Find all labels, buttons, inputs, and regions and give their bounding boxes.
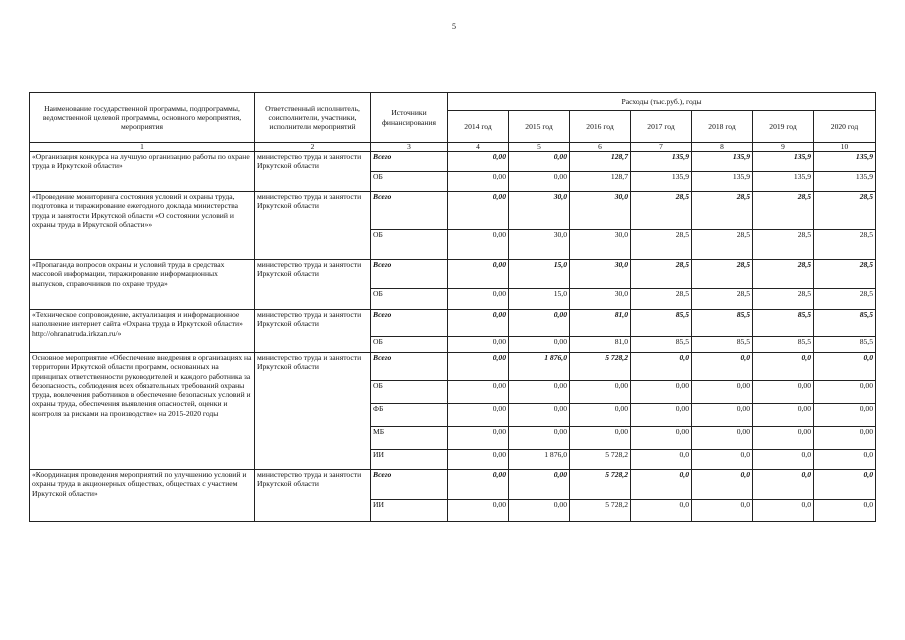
amount-cell: 0,00 [448,427,509,450]
amount-cell: 0,00 [509,152,570,172]
amount-cell: 0,00 [509,172,570,192]
funding-source: ФБ [371,404,448,427]
measure-name: Основное мероприятие «Обеспечение внедрения в организациях на территории Иркутской области программ, основанных на принципах ответственности руководителей и каждого работника за безопасность, соблюдения всех обязательных требований охраны труда, вовлечения работников в обеспечение безопасных условий и охраны труда, обеспечения выявления опасностей, оценки и контроля за рисками на производстве» на 2015-2020 годы [30,353,255,470]
amount-cell: 0,00 [692,404,753,427]
header-year: 2017 год [631,111,692,143]
amount-cell: 0,00 [570,404,631,427]
header-year: 2014 год [448,111,509,143]
amount-cell: 28,5 [814,230,876,260]
amount-cell: 135,9 [692,172,753,192]
amount-cell: 135,9 [631,172,692,192]
amount-cell: 30,0 [570,289,631,310]
table-row [30,260,876,289]
amount-cell: 0,00 [448,152,509,172]
amount-cell: 1 876,0 [509,450,570,470]
funding-source: Всего [371,310,448,337]
amount-cell: 0,0 [753,500,814,522]
amount-cell: 0,00 [448,230,509,260]
amount-cell: 85,5 [814,310,876,337]
executor-cell: министерство труда и занятости Иркутской области [255,310,371,353]
column-index: 9 [753,143,814,152]
funding-source: Всего [371,260,448,289]
amount-cell: 135,9 [692,152,753,172]
column-index: 3 [371,143,448,152]
amount-cell: 28,5 [692,289,753,310]
amount-cell: 30,0 [509,192,570,230]
table-row [30,470,876,500]
amount-cell: 0,00 [631,404,692,427]
amount-cell: 0,00 [509,381,570,404]
funding-source: ИИ [371,450,448,470]
amount-cell: 135,9 [814,172,876,192]
header-year: 2020 год [814,111,876,143]
measure-name: «Организация конкурса на лучшую организацию работы по охране труда в Иркутской области» [30,152,255,192]
amount-cell: 5 728,2 [570,500,631,522]
amount-cell: 0,0 [692,470,753,500]
funding-source: ОБ [371,337,448,353]
amount-cell: 0,00 [448,381,509,404]
amount-cell: 0,00 [448,260,509,289]
amount-cell: 0,00 [448,310,509,337]
amount-cell: 0,0 [814,500,876,522]
amount-cell: 0,00 [448,192,509,230]
amount-cell: 85,5 [692,310,753,337]
amount-cell: 85,5 [753,310,814,337]
amount-cell: 0,00 [448,353,509,381]
executor-cell: министерство труда и занятости Иркутской области [255,470,371,522]
amount-cell: 28,5 [753,192,814,230]
amount-cell: 135,9 [631,152,692,172]
executor-cell: министерство труда и занятости Иркутской области [255,192,371,260]
measure-name: «Координация проведения мероприятий по улучшению условий и охраны труда в акционерных обществах, обществах с участием Иркутской области» [30,470,255,522]
amount-cell: 0,0 [692,500,753,522]
amount-cell: 81,0 [570,310,631,337]
amount-cell: 0,00 [448,500,509,522]
amount-cell: 135,9 [753,172,814,192]
amount-cell: 28,5 [631,230,692,260]
column-index: 2 [255,143,371,152]
amount-cell: 0,0 [753,470,814,500]
amount-cell: 28,5 [814,289,876,310]
amount-cell: 28,5 [631,192,692,230]
amount-cell: 0,00 [509,470,570,500]
amount-cell: 15,0 [509,260,570,289]
column-index: 4 [448,143,509,152]
amount-cell: 0,0 [631,470,692,500]
column-index: 6 [570,143,631,152]
amount-cell: 0,00 [570,381,631,404]
amount-cell: 28,5 [753,230,814,260]
amount-cell: 135,9 [753,152,814,172]
amount-cell: 0,00 [509,427,570,450]
funding-source: Всего [371,152,448,172]
funding-source: ОБ [371,230,448,260]
amount-cell: 128,7 [570,152,631,172]
amount-cell: 0,00 [814,427,876,450]
amount-cell: 15,0 [509,289,570,310]
amount-cell: 0,0 [753,450,814,470]
amount-cell: 0,00 [753,427,814,450]
header-source: Источники финансирования [371,93,448,143]
amount-cell: 85,5 [631,310,692,337]
header-year: 2016 год [570,111,631,143]
column-index: 1 [30,143,255,152]
amount-cell: 28,5 [753,289,814,310]
amount-cell: 1 876,0 [509,353,570,381]
amount-cell: 0,00 [692,381,753,404]
measure-name: «Техническое сопровождение, актуализация и информационное наполнение интернет сайта «Охрана труда в Иркутской области» http://ohranatruda.irkzan.ru/» [30,310,255,353]
amount-cell: 5 728,2 [570,470,631,500]
amount-cell: 0,00 [448,172,509,192]
funding-source: ИИ [371,500,448,522]
amount-cell: 0,00 [814,381,876,404]
amount-cell: 0,0 [692,353,753,381]
amount-cell: 0,0 [631,500,692,522]
amount-cell: 85,5 [814,337,876,353]
amount-cell: 0,00 [448,450,509,470]
table-row [30,152,876,172]
amount-cell: 0,00 [509,337,570,353]
column-index: 10 [814,143,876,152]
amount-cell: 5 728,2 [570,353,631,381]
funding-source: МБ [371,427,448,450]
header-name: Наименование государственной программы, подпрограммы, ведомственной целевой программы, основного мероприятия, мероприятия [30,93,255,143]
amount-cell: 0,00 [448,470,509,500]
header-year: 2018 год [692,111,753,143]
amount-cell: 128,7 [570,172,631,192]
table-row [30,353,876,381]
table-row [30,310,876,337]
amount-cell: 0,00 [753,404,814,427]
amount-cell: 0,0 [814,353,876,381]
amount-cell: 28,5 [631,260,692,289]
amount-cell: 0,00 [509,500,570,522]
amount-cell: 28,5 [692,260,753,289]
amount-cell: 0,00 [570,427,631,450]
amount-cell: 135,9 [814,152,876,172]
measure-name: «Проведение мониторинга состояния условий и охраны труда, подготовка и тиражирование ежегодного доклада министерства труда и занятости Иркутской области «О состоянии условий и охраны труда в Иркутской области»» [30,192,255,260]
page-number: 5 [452,22,456,31]
funding-source: ОБ [371,381,448,404]
expenses-table [29,92,876,522]
amount-cell: 0,00 [631,427,692,450]
amount-cell: 0,00 [631,381,692,404]
header-year: 2019 год [753,111,814,143]
funding-source: Всего [371,353,448,381]
executor-cell: министерство труда и занятости Иркутской области [255,152,371,192]
column-index: 8 [692,143,753,152]
amount-cell: 81,0 [570,337,631,353]
amount-cell: 85,5 [692,337,753,353]
amount-cell: 28,5 [692,192,753,230]
amount-cell: 0,00 [448,289,509,310]
amount-cell: 0,00 [814,404,876,427]
amount-cell: 0,0 [631,450,692,470]
header-year: 2015 год [509,111,570,143]
column-index: 5 [509,143,570,152]
header-executor: Ответственный исполнитель, соисполнители, участники, исполнители мероприятий [255,93,371,143]
amount-cell: 0,00 [448,337,509,353]
funding-source: Всего [371,192,448,230]
amount-cell: 28,5 [814,260,876,289]
measure-name: «Пропаганда вопросов охраны и условий труда в средствах массовой информации, тиражирование информационных выпусков, справочников по охране труда» [30,260,255,310]
amount-cell: 0,0 [692,450,753,470]
funding-source: Всего [371,470,448,500]
amount-cell: 30,0 [570,192,631,230]
amount-cell: 0,0 [814,450,876,470]
executor-cell: министерство труда и занятости Иркутской области [255,260,371,310]
amount-cell: 85,5 [631,337,692,353]
amount-cell: 28,5 [631,289,692,310]
amount-cell: 0,0 [753,353,814,381]
amount-cell: 30,0 [570,230,631,260]
amount-cell: 85,5 [753,337,814,353]
amount-cell: 0,00 [509,310,570,337]
amount-cell: 28,5 [753,260,814,289]
amount-cell: 0,00 [509,404,570,427]
table-row [30,192,876,230]
amount-cell: 5 728,2 [570,450,631,470]
amount-cell: 30,0 [570,260,631,289]
amount-cell: 0,00 [692,427,753,450]
executor-cell: министерство труда и занятости Иркутской области [255,353,371,470]
header-expenses: Расходы (тыс.руб.), годы [448,93,876,111]
funding-source: ОБ [371,289,448,310]
amount-cell: 30,0 [509,230,570,260]
amount-cell: 0,00 [753,381,814,404]
funding-source: ОБ [371,172,448,192]
amount-cell: 0,0 [814,470,876,500]
amount-cell: 0,00 [448,404,509,427]
column-index: 7 [631,143,692,152]
amount-cell: 0,0 [631,353,692,381]
amount-cell: 28,5 [692,230,753,260]
amount-cell: 28,5 [814,192,876,230]
